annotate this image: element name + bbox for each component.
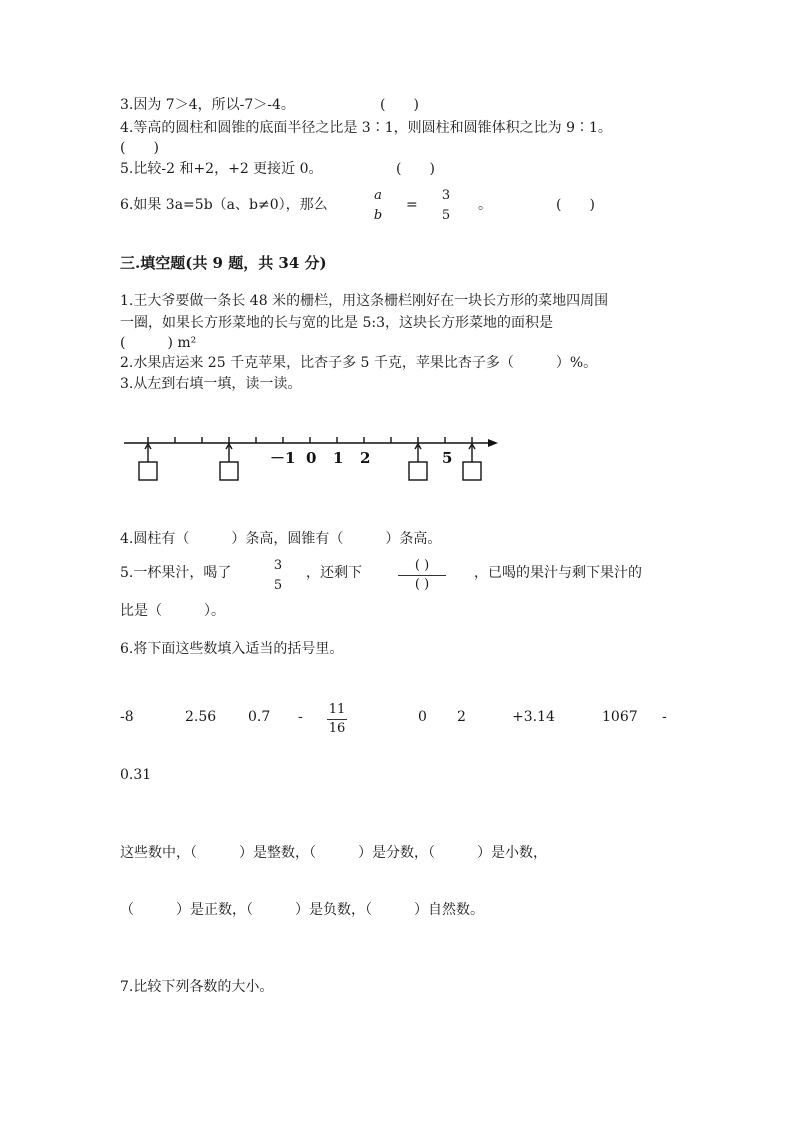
fraction-numerator: a xyxy=(374,188,382,203)
fill-q6-text: 6.将下面这些数填入适当的括号里。 xyxy=(120,641,344,657)
number-item: 2.56 xyxy=(185,709,217,725)
answer-box-3[interactable] xyxy=(409,444,427,480)
fill-q5-part-b: ，还剩下 xyxy=(306,565,362,581)
fill-q7-text: 7.比较下列各数的大小。 xyxy=(120,979,274,995)
judge-q6-equals: = xyxy=(406,197,418,213)
fraction-denominator: b xyxy=(373,208,383,223)
fill-q6-blanks-line2[interactable]: （ ）是正数，（ ）是负数，（ ）自然数。 xyxy=(120,902,484,918)
fill-q1-answer-blank[interactable]: ( ) m² xyxy=(120,335,197,351)
fill-q4-text: 4.圆柱有（ ）条高，圆锥有（ ）条高。 xyxy=(120,531,442,547)
fraction-denominator: 5 xyxy=(273,578,283,593)
judge-q5-answer-blank[interactable]: ( ) xyxy=(396,161,435,177)
judge-q6-answer-blank[interactable]: ( ) xyxy=(556,197,595,213)
judge-q4-answer-blank[interactable]: ( ) xyxy=(120,140,159,156)
number-item: -8 xyxy=(120,709,134,725)
number-line-label: 0 xyxy=(306,449,317,467)
fraction-bar xyxy=(327,719,347,720)
section-title: 三.填空题(共 9 题，共 34 分) xyxy=(120,254,327,272)
judge-q6-fraction-35 xyxy=(434,188,458,224)
answer-box-2[interactable] xyxy=(220,444,238,480)
fill-q6-blanks-line1[interactable]: 这些数中，（ ）是整数，（ ）是分数，（ ）是小数， xyxy=(120,845,547,861)
fraction-numerator: 3 xyxy=(441,188,451,203)
number-item: 0.31 xyxy=(120,767,152,783)
fill-q5-part-a: 5.一杯果汁，喝了 xyxy=(120,565,232,581)
number-item: 2 xyxy=(457,709,466,725)
fill-q1-line2: 一圈，如果长方形菜地的长与宽的比是 5:3，这块长方形菜地的面积是 xyxy=(120,315,553,331)
number-item: 1067 xyxy=(602,709,638,725)
judge-q5-text: 5.比较-2 和+2，+2 更接近 0。 xyxy=(120,161,323,177)
fill-q5-part-c: ，已喝的果汁与剩下果汁的 xyxy=(474,565,642,581)
fill-q5-blank-fraction[interactable] xyxy=(396,558,448,593)
judge-q6-period: 。 xyxy=(478,197,492,213)
fraction-denominator: 5 xyxy=(441,208,451,223)
fraction-numerator: ( ) xyxy=(414,558,430,573)
fill-q3-text: 3.从左到右填一填，读一读。 xyxy=(120,376,302,392)
number-line-label: 5 xyxy=(442,449,453,467)
answer-box-1[interactable] xyxy=(139,444,157,480)
number-item: - xyxy=(662,709,667,725)
fraction-numerator: 11 xyxy=(328,702,346,717)
fraction-bar xyxy=(268,575,288,577)
judge-q3 xyxy=(120,96,295,114)
number-line-label: 2 xyxy=(360,449,371,467)
number-line-ticks xyxy=(148,437,472,443)
fraction-bar xyxy=(436,205,456,207)
number-item: 0 xyxy=(418,709,427,725)
number-item: 0.7 xyxy=(248,709,271,725)
judge-q3-text: 3.因为 7＞4，所以-7＞-4。 xyxy=(120,97,295,113)
judge-q6-text: 6.如果 3a=5b（a、b≠0），那么 xyxy=(120,197,328,213)
answer-box-4[interactable] xyxy=(463,444,481,480)
fraction-bar xyxy=(368,205,388,207)
fraction-denominator: 16 xyxy=(328,721,346,736)
fill-q5-fraction xyxy=(266,558,290,594)
judge-q3-answer-blank[interactable]: ( ) xyxy=(380,97,419,113)
number-line-arrow-icon xyxy=(488,439,498,447)
fraction-denominator: ( ) xyxy=(414,577,430,592)
number-line-label: －1 xyxy=(270,449,296,467)
fill-q2-text: 2.水果店运来 25 千克苹果，比杏子多 5 千克，苹果比杏子多（ ）%。 xyxy=(120,355,598,371)
fraction-numerator: 3 xyxy=(273,558,283,573)
fraction-bar xyxy=(398,575,446,576)
judge-q6-fraction-ab xyxy=(366,188,390,224)
number-item-fraction xyxy=(325,702,349,737)
number-item: - xyxy=(298,709,303,725)
fill-q1-line1: 1.王大爷要做一条长 48 米的栅栏，用这条栅栏刚好在一块长方形的菜地四周围 xyxy=(120,293,609,309)
number-line xyxy=(120,428,510,488)
fill-q5-line2: 比是（ ）。 xyxy=(120,603,225,619)
judge-q4-text: 4.等高的圆柱和圆锥的底面半径之比是 3∶1，则圆柱和圆锥体积之比为 9∶1。 xyxy=(120,120,612,136)
number-line-label: 1 xyxy=(333,449,344,467)
number-item: +3.14 xyxy=(512,709,555,725)
